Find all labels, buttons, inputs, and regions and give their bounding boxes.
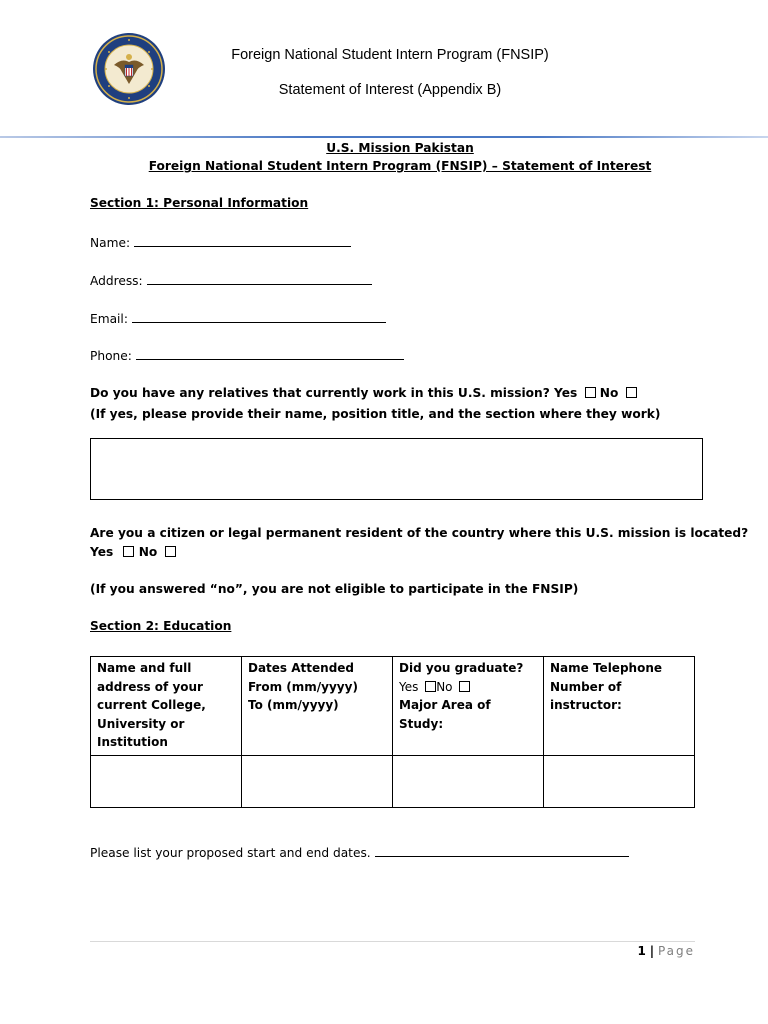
name-field[interactable] xyxy=(134,234,351,247)
eligibility-note: (If you answered “no”, you are not eligible to participate in the FNSIP) xyxy=(90,582,579,596)
graduate-no-checkbox[interactable] xyxy=(459,681,470,692)
citizen-yes-checkbox[interactable] xyxy=(123,546,134,557)
phone-label: Phone: xyxy=(90,349,132,363)
table-header-row xyxy=(91,657,695,756)
address-row xyxy=(90,272,372,288)
citizen-answer-row xyxy=(90,545,176,559)
page-footer xyxy=(620,944,695,958)
email-label: Email: xyxy=(90,312,128,326)
phone-row xyxy=(90,347,404,363)
page-number: 1 xyxy=(637,944,646,958)
name-label: Name: xyxy=(90,236,131,250)
relatives-yes-checkbox[interactable] xyxy=(585,387,596,398)
graduate-cell[interactable] xyxy=(393,755,544,807)
citizen-question: Are you a citizen or legal permanent resident of the country where this U.S. mission is located? xyxy=(90,526,749,540)
relatives-question-row xyxy=(90,386,637,400)
education-table xyxy=(90,656,695,808)
section-2-heading: Section 2: Education xyxy=(90,619,232,633)
column-header-institution: Name and full address of your current College, University or Institution xyxy=(91,657,242,756)
relatives-no-label: No xyxy=(599,386,619,400)
graduate-yes-checkbox[interactable] xyxy=(425,681,436,692)
relatives-question: Do you have any relatives that currently work in this U.S. mission? Yes xyxy=(90,386,578,400)
page-separator: | xyxy=(649,944,655,958)
dates-field[interactable] xyxy=(375,844,629,857)
citizen-no-label: No xyxy=(138,545,158,559)
dates-prompt: Please list your proposed start and end dates. xyxy=(90,846,371,860)
name-row xyxy=(90,234,351,250)
phone-field[interactable] xyxy=(136,347,404,360)
column-header-graduate: Did you graduate? Yes No Major Area of Study: xyxy=(393,657,544,756)
email-row xyxy=(90,310,386,326)
address-label: Address: xyxy=(90,274,143,288)
relatives-details-box[interactable] xyxy=(90,438,703,500)
us-department-of-state-seal xyxy=(92,32,166,106)
citizen-no-checkbox[interactable] xyxy=(165,546,176,557)
section-1-heading: Section 1: Personal Information xyxy=(90,196,309,210)
dates-row xyxy=(90,844,629,860)
page-label: Page xyxy=(657,944,695,958)
graduate-answer-row: Yes No xyxy=(399,678,537,697)
institution-cell[interactable] xyxy=(91,755,242,807)
column-header-instructor: Name Telephone Number of instructor: xyxy=(544,657,695,756)
dates-cell[interactable] xyxy=(242,755,393,807)
header-title-appendix: Statement of Interest (Appendix B) xyxy=(278,82,502,98)
mission-title: U.S. Mission Pakistan xyxy=(326,141,474,155)
form-subtitle: Foreign National Student Intern Program (FNSIP) – Statement of Interest xyxy=(148,159,652,173)
column-header-dates: Dates Attended From (mm/yyyy) To (mm/yyyy) xyxy=(242,657,393,756)
email-field[interactable] xyxy=(132,310,386,323)
header-title-program: Foreign National Student Intern Program (FNSIP) xyxy=(231,47,549,63)
table-row xyxy=(91,755,695,807)
address-field[interactable] xyxy=(147,272,372,285)
footer-divider xyxy=(90,941,695,942)
header-divider xyxy=(0,136,768,138)
instructor-cell[interactable] xyxy=(544,755,695,807)
relatives-no-checkbox[interactable] xyxy=(626,387,637,398)
relatives-note: (If yes, please provide their name, position title, and the section where they work) xyxy=(90,407,661,421)
citizen-yes-label: Yes xyxy=(90,545,114,559)
